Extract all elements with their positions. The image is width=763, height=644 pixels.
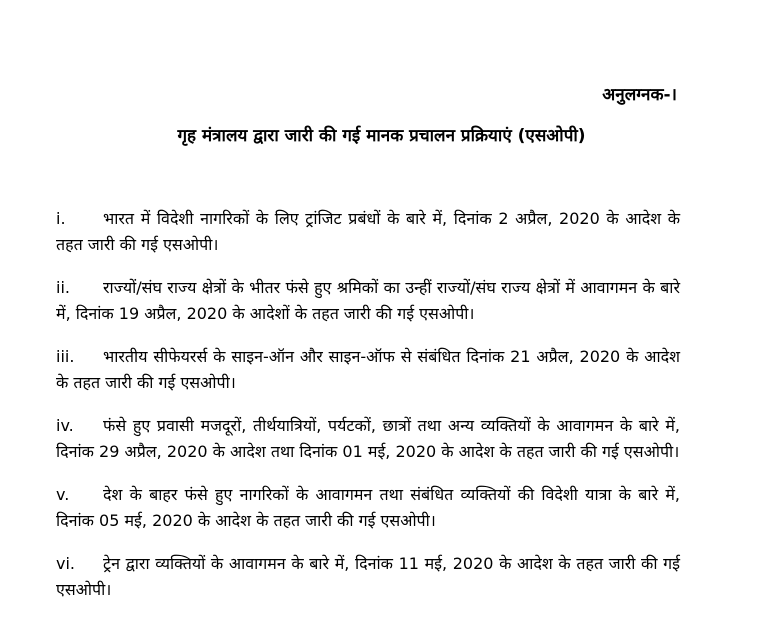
item-number: i. [56,209,66,228]
list-item [56,551,680,603]
item-text: देश के बाहर फंसे हुए नागरिकों के आवागमन तथा संबंधित व्यक्तियों की विदेशी यात्रा के बारे में, दिनांक 05 मई, 2020 के आदेश के तहत जारी की गई एसओपी। [56,485,680,530]
item-text: भारतीय सीफेयरर्स के साइन-ऑन और साइन-ऑफ से संबंधित दिनांक 21 अप्रैल, 2020 के आदेश के तहत जारी की गई एसओपी। [56,347,680,392]
list-item [56,482,680,534]
item-number: vi. [56,554,75,573]
list-item [56,275,680,327]
annex-label: अनुलग्नक-। [602,85,677,105]
item-text: फंसे हुए प्रवासी मजदूरों, तीर्थयात्रियों, पर्यटकों, छात्रों तथा अन्य व्यक्तियों के आवागमन के बारे में, दिनांक 29 अप्रैल, 2020 के आदेश तथा दिनांक 01 मई, 2020 के आदेश के तहत जारी की गई एसओपी। [56,416,680,461]
item-number: iii. [56,347,75,366]
item-text: भारत में विदेशी नागरिकों के लिए ट्रांजिट प्रबंधों के बारे में, दिनांक 2 अप्रैल, 2020 के आदेश के तहत जारी की गई एसओपी। [56,209,680,254]
document-title: गृह मंत्रालय द्वारा जारी की गई मानक प्रचालन प्रक्रियाएं (एसओपी) [177,126,586,146]
list-item [56,413,680,465]
list-item [56,206,680,258]
item-number: ii. [56,278,70,297]
item-number: iv. [56,416,74,435]
list-item [56,344,680,396]
item-text: राज्यों/संघ राज्य क्षेत्रों के भीतर फंसे हुए श्रमिकों का उन्हीं राज्यों/संघ राज्य क्षेत्रों में आवागमन के बारे में, दिनांक 19 अप्रैल, 2020 के आदेशों के तहत जारी की गई एसओपी। [56,278,680,323]
item-number: v. [56,485,70,504]
sop-list [56,206,680,620]
item-text: ट्रेन द्वारा व्यक्तियों के आवागमन के बारे में, दिनांक 11 मई, 2020 के आदेश के तहत जारी की गई एसओपी। [56,554,680,599]
